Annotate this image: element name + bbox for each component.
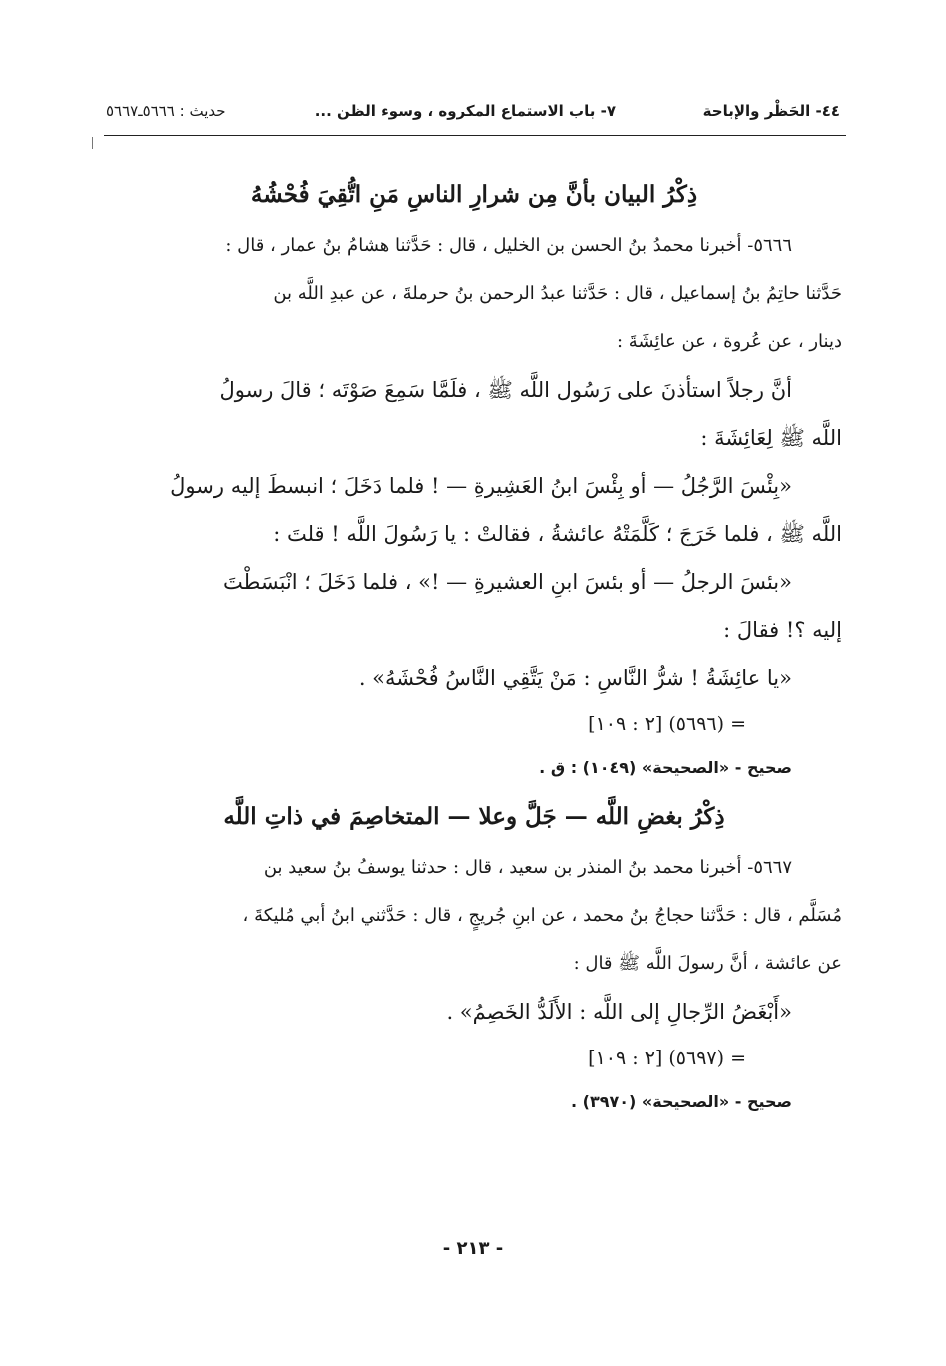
cross-reference: = (٥٦٩٧) [٢ : ١٠٩] (588, 1047, 746, 1069)
matn-line: «يا عائِشَةُ ! شرُّ النَّاسِ : مَنْ يَتَّقِي النَّاسُ فُحْشَهُ» . (358, 666, 792, 690)
isnad-line: عن عائشة ، أنَّ رسولَ اللَّه ﷺ قال : (573, 953, 842, 974)
matn-line: «أَبْغَضُ الرِّجالِ إلى اللَّه : الأَلَدُّ الخَصِمُ» . (446, 1000, 792, 1024)
entry-heading: ذِكْرُ البيان بأنَّ مِن شرارِ الناسِ مَنِ اتُّقِيَ فُحْشُهُ (250, 181, 698, 208)
isnad-line: دينار ، عن عُروة ، عن عائِشَةَ : (617, 331, 842, 352)
matn-line: أنَّ رجلاً استأذنَ على رَسُول اللَّه ﷺ ، فلَمَّا سَمِعَ صَوْتَه ؛ قالَ رسولُ (219, 378, 792, 402)
hadith-entry (106, 790, 842, 1124)
matn-line: إليه ؟! فقالَ : (723, 618, 842, 642)
header-rule (104, 135, 846, 136)
entry-heading: ذِكْرُ بغضِ اللَّه — جَلَّ وعلا — المتخاصِمَ في ذاتِ اللَّه (223, 803, 725, 830)
page-number: - ٢١٣ - (442, 1238, 504, 1259)
matn-line: اللَّه ﷺ لِعَائِشَةَ : (700, 426, 842, 450)
hadith-entry (106, 168, 842, 790)
matn-line: اللَّه ﷺ ، فلما خَرَجَ ؛ كَلَّمَتْهُ عائشةُ ، فقالتْ : يا رَسُولَ اللَّه ! قلتَ : (273, 522, 842, 546)
matn-line: «بئسَ الرجلُ — أو بئسَ ابنِ العشيرةِ — !» ، فلما دَخَلَ ؛ انْبَسَطْتَ (222, 570, 792, 594)
hadith-range: حديث : ٥٦٦٦ـ٥٦٦٧ (106, 102, 226, 120)
margin-mark (92, 137, 93, 149)
section-title: ٧- باب الاستماع المكروه ، وسوء الظن ... (314, 102, 616, 120)
isnad-line: حَدَّثنا حاتِمُ بنُ إسماعيل ، قال : حَدَّثنا عبدُ الرحمن بنُ حرملةَ ، عن عبدِ اللَّه بن (273, 283, 842, 304)
hadith-grade: صحيح - «الصحيحة» (١٠٤٩) : ق . (539, 758, 792, 777)
isnad-line: ٥٦٦٧- أخبرنا محمد بنُ المنذر بن سعيد ، قال : حدثنا يوسفُ بنُ سعيد بن (263, 857, 792, 878)
cross-reference: = (٥٦٩٦) [٢ : ١٠٩] (588, 713, 746, 735)
matn-line: «بِئْسَ الرَّجُلُ — أو بِئْسَ ابنُ العَشِيرةِ — ! فلما دَخَلَ ؛ انبسطَ إليه رسولُ (170, 474, 792, 498)
isnad-line: ٥٦٦٦- أخبرنا محمدُ بنُ الحسن بن الخليل ، قال : حَدَّثنا هشامُ بنُ عمار ، قال : (225, 235, 792, 256)
hadith-grade: صحيح - «الصحيحة» (٣٩٧٠) . (571, 1092, 792, 1111)
running-header (106, 98, 840, 130)
isnad-line: مُسَلَّم ، قال : حَدَّثنا حجاجُ بنُ محمد ، عن ابنِ جُريجٍ ، قال : حَدَّثني ابنُ أبي مُليكةَ ، (242, 905, 842, 926)
book-chapter: ٤٤- الحَظْر والإباحة (702, 102, 840, 120)
page-content (106, 168, 842, 1124)
